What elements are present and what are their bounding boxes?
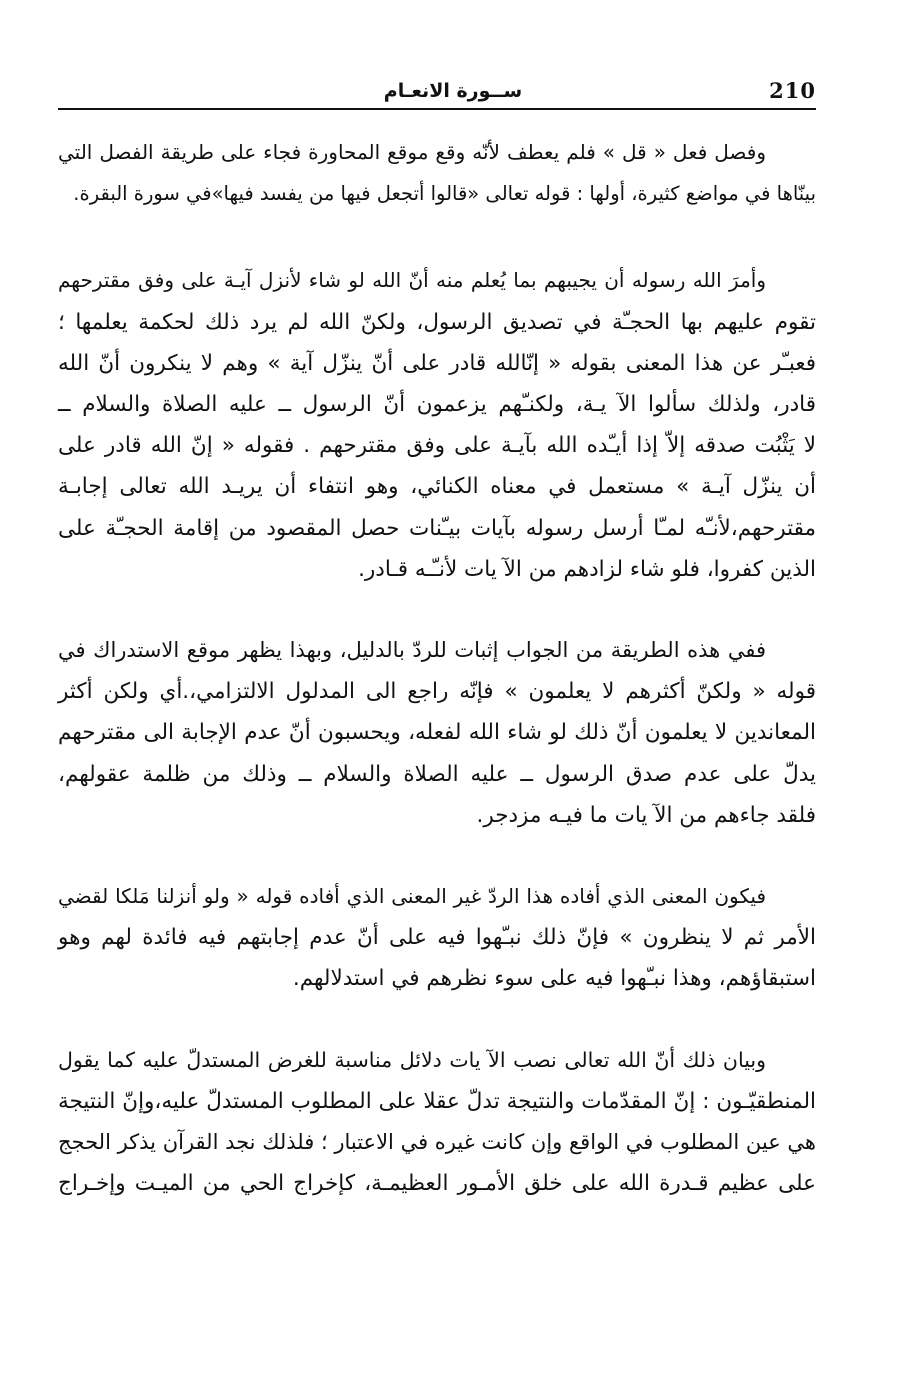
text-line: قوله « ولكنّ أكثرهم لا يعلمون » فإنّه راجع الى المدلول الالتزامي،.أي ولكن أكثر bbox=[58, 679, 816, 705]
text-line: الذين كفروا، فلو شاء لزادهم من الآ يات لأنـّـه قـادر. bbox=[358, 556, 816, 582]
text-line: الأمر ثم لا ينظرون » فإنّ ذلك نبـّهوا فيه على أنّ عدم إجابتهم فيه فائدة لهم وهو bbox=[58, 925, 816, 951]
text-line: مقترحهم،لأنـّه لمـّا أرسل رسوله بآيات بيـّنات حصل المقصود من إقامة الحجـّة على bbox=[58, 515, 816, 541]
page-header bbox=[58, 74, 816, 114]
text-line: بينّاها في مواضع كثيرة، أولها : قوله تعالى «قالوا أتجعل فيها من يفسد فيها»في سورة البقرة. bbox=[73, 182, 816, 206]
text-line: وبيان ذلك أنّ الله تعالى نصب الآ يات دلائل مناسبة للغرض المستدلّ عليه كما يقول bbox=[58, 1047, 766, 1072]
text-line: يدلّ على عدم صدق الرسول ــ عليه الصلاة والسلام ــ وذلك من ظلمة عقولهم، bbox=[58, 761, 816, 787]
text-line: فلقد جاءهم من الآ يات ما فيـه مزدجر. bbox=[476, 802, 816, 828]
paragraph bbox=[58, 876, 816, 1000]
body-text bbox=[58, 132, 816, 1244]
paragraph bbox=[58, 1040, 816, 1205]
page-number: 210 bbox=[769, 78, 816, 103]
text-line: ففي هذه الطريقة من الجواب إثبات للردّ بالدليل، وبهذا يظهر موقع الاستدراك في bbox=[58, 638, 766, 663]
running-title: ســورة الانعـام bbox=[383, 80, 523, 102]
header-rule bbox=[58, 108, 816, 110]
text-line: على عظيم قـدرة الله على خلق الأمـور العظيمـة، كإخراج الحي من الميـت وإخـراج bbox=[58, 1171, 816, 1197]
text-line: المنطقيّـون : إنّ المقدّمات والنتيجة تدلّ عقلا على المطلوب المستدلّ عليه،وإنّ النتيجة bbox=[58, 1088, 816, 1114]
text-line: تقوم عليهم بها الحجـّة في تصديق الرسول، ولكنّ الله لم يرد ذلك لحكمة يعلمها ؛ bbox=[58, 309, 816, 335]
text-line: أن ينزّل آيـة » مستعمل في معناه الكنائي، وهو انتفاء أن يريـد الله تعالى إجابـة bbox=[58, 474, 816, 500]
paragraph bbox=[58, 132, 816, 214]
text-line: هي عين المطلوب في الواقع وإن كانت غيره في الاعتبار ؛ فلذلك نجد القرآن يذكر الحجج bbox=[58, 1130, 816, 1155]
paragraph bbox=[58, 260, 816, 590]
text-line: المعاندين لا يعلمون أنّ ذلك لو شاء الله لفعله، ويحسبون أنّ عدم الإجابة الى مقترحهم bbox=[58, 720, 816, 746]
text-line: وأمرَ الله رسوله أن يجيبهم بما يُعلم منه أنّ الله لو شاء لأنزل آيـة على وفق مقترحهم bbox=[58, 268, 766, 293]
text-line: قادر، ولذلك سألوا الآ يـة، ولكنـّهم يزعمون أنّ الرسول ــ عليه الصلاة والسلام ــ bbox=[58, 392, 816, 418]
text-line: فعبـّر عن هذا المعنى بقوله « إنّالله قادر على أنّ ينزّل آية » وهم لا ينكرون أنّ الله bbox=[58, 350, 816, 376]
text-line: لا يَثْبُت صدقه إلاّ إذا أيـّده الله بآيـة على وفق مقترحهم . فقوله « إنّ الله قادر على bbox=[58, 433, 816, 459]
text-line: فيكون المعنى الذي أفاده هذا الردّ غير المعنى الذي أفاده قوله « ولو أنزلنا مَلكا لقضي bbox=[58, 884, 766, 909]
text-line: وفصل فعل « قل » فلم يعطف لأنّه وقع موقع المحاورة فجاء على طريقة الفصل التي bbox=[58, 140, 766, 164]
text-line: استبقاؤهم، وهذا نبـّهوا فيه على سوء نظرهم في استدلالهم. bbox=[292, 966, 816, 992]
paragraph bbox=[58, 630, 816, 836]
